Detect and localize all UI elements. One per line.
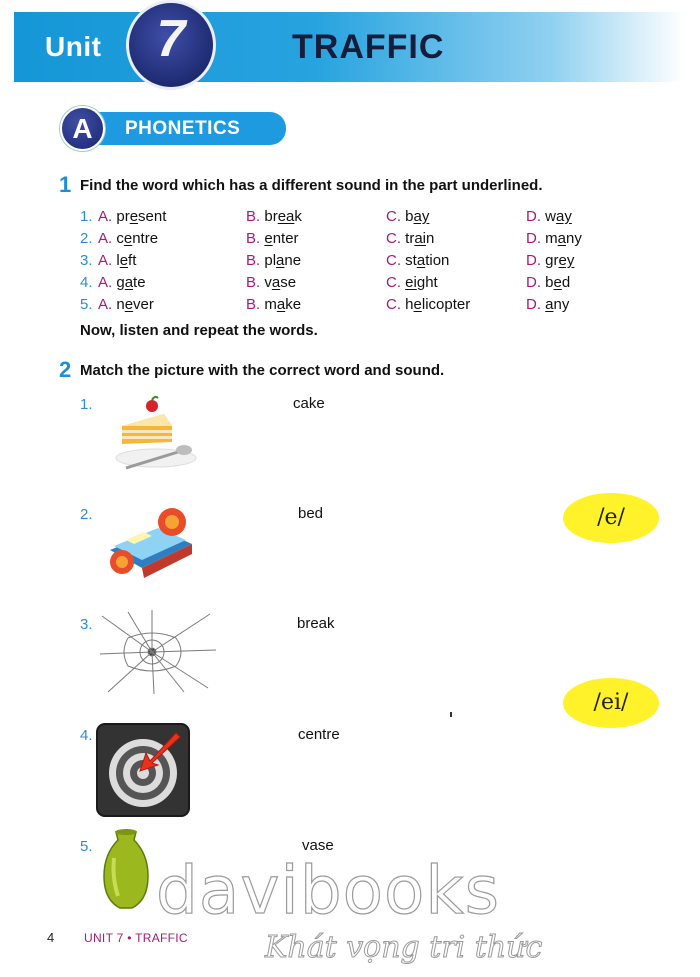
print-mark <box>450 712 452 717</box>
underlined-sound: ai <box>414 230 427 247</box>
option-letter: B. <box>246 252 261 269</box>
option-letter: D. <box>526 252 541 269</box>
unit-label: Unit <box>45 31 102 62</box>
option-letter: A. <box>98 208 113 225</box>
word-part: c <box>116 230 124 247</box>
word-part: pl <box>264 252 277 269</box>
word-part: k <box>294 208 302 225</box>
word-part: w <box>545 208 557 225</box>
option-letter: A. <box>98 230 113 247</box>
option-letter: D. <box>526 230 541 247</box>
section-letter: A <box>72 113 93 144</box>
answer-option[interactable] <box>246 252 301 269</box>
underlined-sound: a <box>557 230 567 247</box>
page-number: 4 <box>47 930 55 945</box>
answer-option[interactable] <box>526 230 582 247</box>
option-letter: B. <box>246 208 261 225</box>
green-vase-image <box>100 828 152 912</box>
item-1-number: 1. <box>80 396 93 413</box>
word-part: br <box>264 208 278 225</box>
item-5-number: 5. <box>80 838 93 855</box>
toy-bed-image <box>100 500 200 588</box>
exercise-1-instruction: Find the word which has a different sound in the part underlined. <box>80 177 543 194</box>
underlined-sound: a <box>276 296 286 313</box>
exercise-1-note: Now, listen and repeat the words. <box>80 322 318 339</box>
target-arrow-image <box>96 723 190 817</box>
option-letter: B. <box>246 274 261 291</box>
underlined-sound: a <box>276 252 285 269</box>
word-part: ny <box>553 296 570 313</box>
word-part: d <box>561 274 571 291</box>
item-2-number: 2. <box>80 506 93 523</box>
answer-option[interactable] <box>386 296 470 313</box>
option-letter: C. <box>386 252 401 269</box>
word-part: b <box>545 274 554 291</box>
exercise-2-instruction: Match the picture with the correct word and sound. <box>80 362 445 379</box>
item-2-word: bed <box>298 505 324 522</box>
word-part: ntre <box>132 230 159 247</box>
word-part: n <box>426 230 435 247</box>
question-number: 1. <box>80 208 93 225</box>
word-part: n <box>116 296 125 313</box>
item-3-number: 3. <box>80 616 93 633</box>
option-letter: C. <box>386 274 401 291</box>
answer-option[interactable] <box>98 252 136 269</box>
sound-bubble-e[interactable]: /e/ <box>563 493 659 543</box>
word-part: gr <box>545 252 559 269</box>
item-4-number: 4. <box>80 727 93 744</box>
answer-option[interactable] <box>526 252 574 269</box>
answer-option[interactable] <box>386 230 434 247</box>
section-letter-badge <box>60 106 105 151</box>
underlined-sound: e <box>264 230 273 247</box>
answer-option[interactable] <box>98 208 166 225</box>
answer-option[interactable] <box>526 296 569 313</box>
answer-option[interactable] <box>246 230 299 247</box>
sound-bubble-ei[interactable]: /ei/ <box>563 678 659 728</box>
option-letter: C. <box>386 230 401 247</box>
option-letter: D. <box>526 296 541 313</box>
footer-running-title: UNIT 7 • TRAFFIC <box>84 931 188 945</box>
underlined-sound: ei <box>405 274 417 291</box>
word-part: m <box>545 230 558 247</box>
option-letter: A. <box>98 252 113 269</box>
watermark-brand: davibooks <box>156 852 500 929</box>
word-part: sent <box>138 208 167 225</box>
answer-option[interactable] <box>98 274 146 291</box>
option-letter: D. <box>526 274 541 291</box>
watermark-slogan: Khát vọng tri thức <box>265 930 543 965</box>
item-1-word: cake <box>293 395 325 412</box>
word-part: h <box>405 296 414 313</box>
question-number: 4. <box>80 274 93 291</box>
word-part: te <box>133 274 146 291</box>
underlined-sound: ay <box>413 208 430 225</box>
page-title: TRAFFIC <box>292 28 445 66</box>
word-part: l <box>116 252 120 269</box>
word-part: ft <box>128 252 137 269</box>
word-part: ght <box>416 274 438 291</box>
underlined-sound: e <box>119 252 129 269</box>
option-letter: C. <box>386 208 401 225</box>
word-part: v <box>264 274 272 291</box>
word-part: ke <box>285 296 302 313</box>
underlined-sound: e <box>129 208 139 225</box>
option-letter: A. <box>98 274 113 291</box>
answer-option[interactable] <box>386 252 449 269</box>
unit-number-badge <box>126 0 216 90</box>
word-part: nter <box>272 230 299 247</box>
word-part: tr <box>405 230 415 247</box>
question-number: 2. <box>80 230 93 247</box>
answer-option[interactable] <box>246 274 296 291</box>
option-letter: A. <box>98 296 113 313</box>
underlined-sound: e <box>124 296 134 313</box>
item-4-word: centre <box>298 726 340 743</box>
option-letter: B. <box>246 296 261 313</box>
underlined-sound: a <box>416 252 426 269</box>
item-5-word: vase <box>302 837 334 854</box>
item-3-word: break <box>297 615 335 632</box>
underlined-sound: ey <box>558 252 575 269</box>
word-part: ny <box>566 230 582 247</box>
word-part: m <box>264 296 277 313</box>
question-number: 5. <box>80 296 93 313</box>
cake-slice-image <box>108 392 200 476</box>
answer-option[interactable] <box>386 274 438 291</box>
word-part: b <box>405 208 414 225</box>
underlined-sound: ea <box>277 208 295 225</box>
word-part: ne <box>284 252 302 269</box>
answer-option[interactable] <box>246 296 301 313</box>
answer-option[interactable] <box>98 296 154 313</box>
underlined-sound: e <box>123 230 133 247</box>
option-letter: C. <box>386 296 401 313</box>
answer-option[interactable] <box>526 274 570 291</box>
option-letter: B. <box>246 230 261 247</box>
word-part: tion <box>425 252 450 269</box>
word-part: licopter <box>421 296 471 313</box>
word-part: st <box>405 252 417 269</box>
cracked-glass-image <box>98 608 218 696</box>
exercise-1-number: 1 <box>59 172 72 197</box>
word-part: pr <box>116 208 130 225</box>
underlined-sound: ay <box>556 208 572 225</box>
unit-number: 7 <box>156 10 186 68</box>
word-part: g <box>116 274 125 291</box>
word-part: se <box>280 274 297 291</box>
answer-option[interactable] <box>526 208 572 225</box>
option-letter: D. <box>526 208 541 225</box>
underlined-sound: a <box>545 296 554 313</box>
underlined-sound: e <box>553 274 562 291</box>
question-number: 3. <box>80 252 93 269</box>
underlined-sound: a <box>124 274 134 291</box>
answer-option[interactable] <box>98 230 158 247</box>
underlined-sound: a <box>271 274 281 291</box>
exercise-2-number: 2 <box>59 357 72 382</box>
section-label: PHONETICS <box>125 118 241 139</box>
word-part: ver <box>133 296 154 313</box>
answer-option[interactable] <box>246 208 302 225</box>
underlined-sound: e <box>413 296 422 313</box>
answer-option[interactable] <box>386 208 429 225</box>
